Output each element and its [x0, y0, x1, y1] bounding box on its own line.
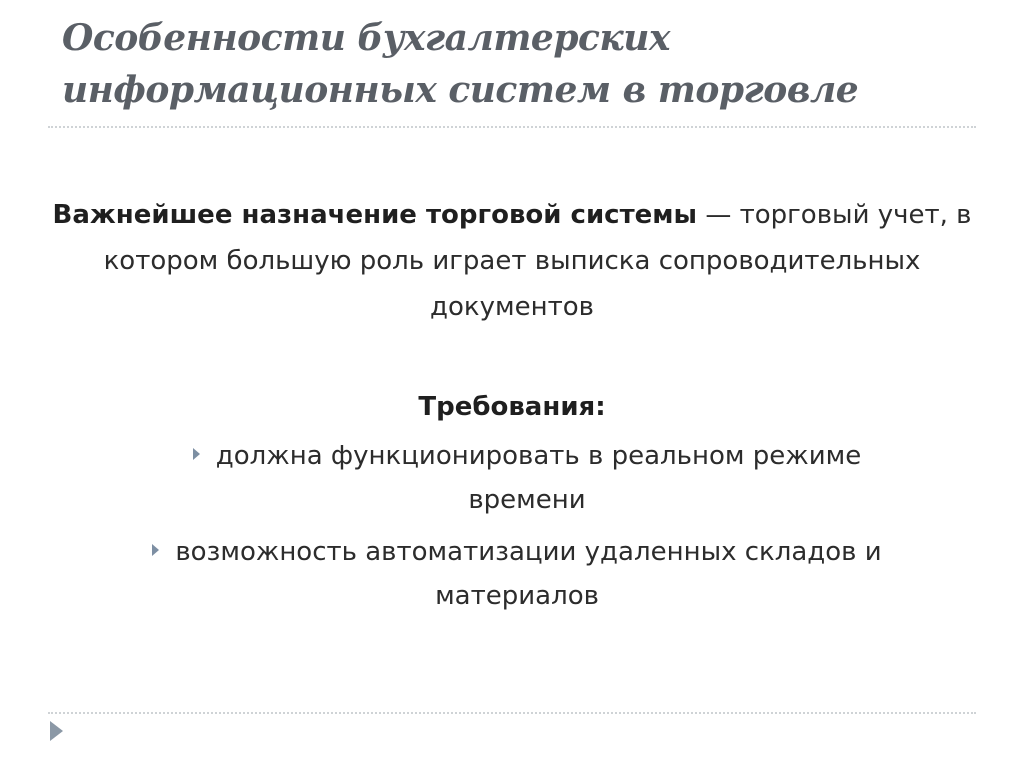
footer-divider	[48, 712, 976, 714]
next-arrow-icon[interactable]	[50, 721, 63, 741]
slide-content	[40, 192, 984, 626]
lead-text: — торговый учет, в котором большую роль играет выписка сопроводительных документов	[103, 200, 972, 322]
requirements-heading: Требования:	[418, 392, 606, 422]
list-item	[40, 434, 984, 522]
lead-paragraph	[40, 192, 984, 330]
triangle-bullet-icon	[152, 544, 159, 556]
lead-bold-text: Важнейшее назначение торговой системы	[52, 200, 698, 230]
triangle-bullet-icon	[193, 448, 200, 460]
title-divider	[48, 126, 976, 128]
list-item-text: возможность автоматизации удаленных складов и материалов	[175, 537, 882, 611]
list-item-text: должна функционировать в реальном режиме времени	[215, 441, 862, 515]
requirements-list	[40, 434, 984, 618]
list-item	[40, 530, 984, 618]
slide-title: Особенности бухгалтерских информационных систем в торговле	[62, 17, 859, 111]
